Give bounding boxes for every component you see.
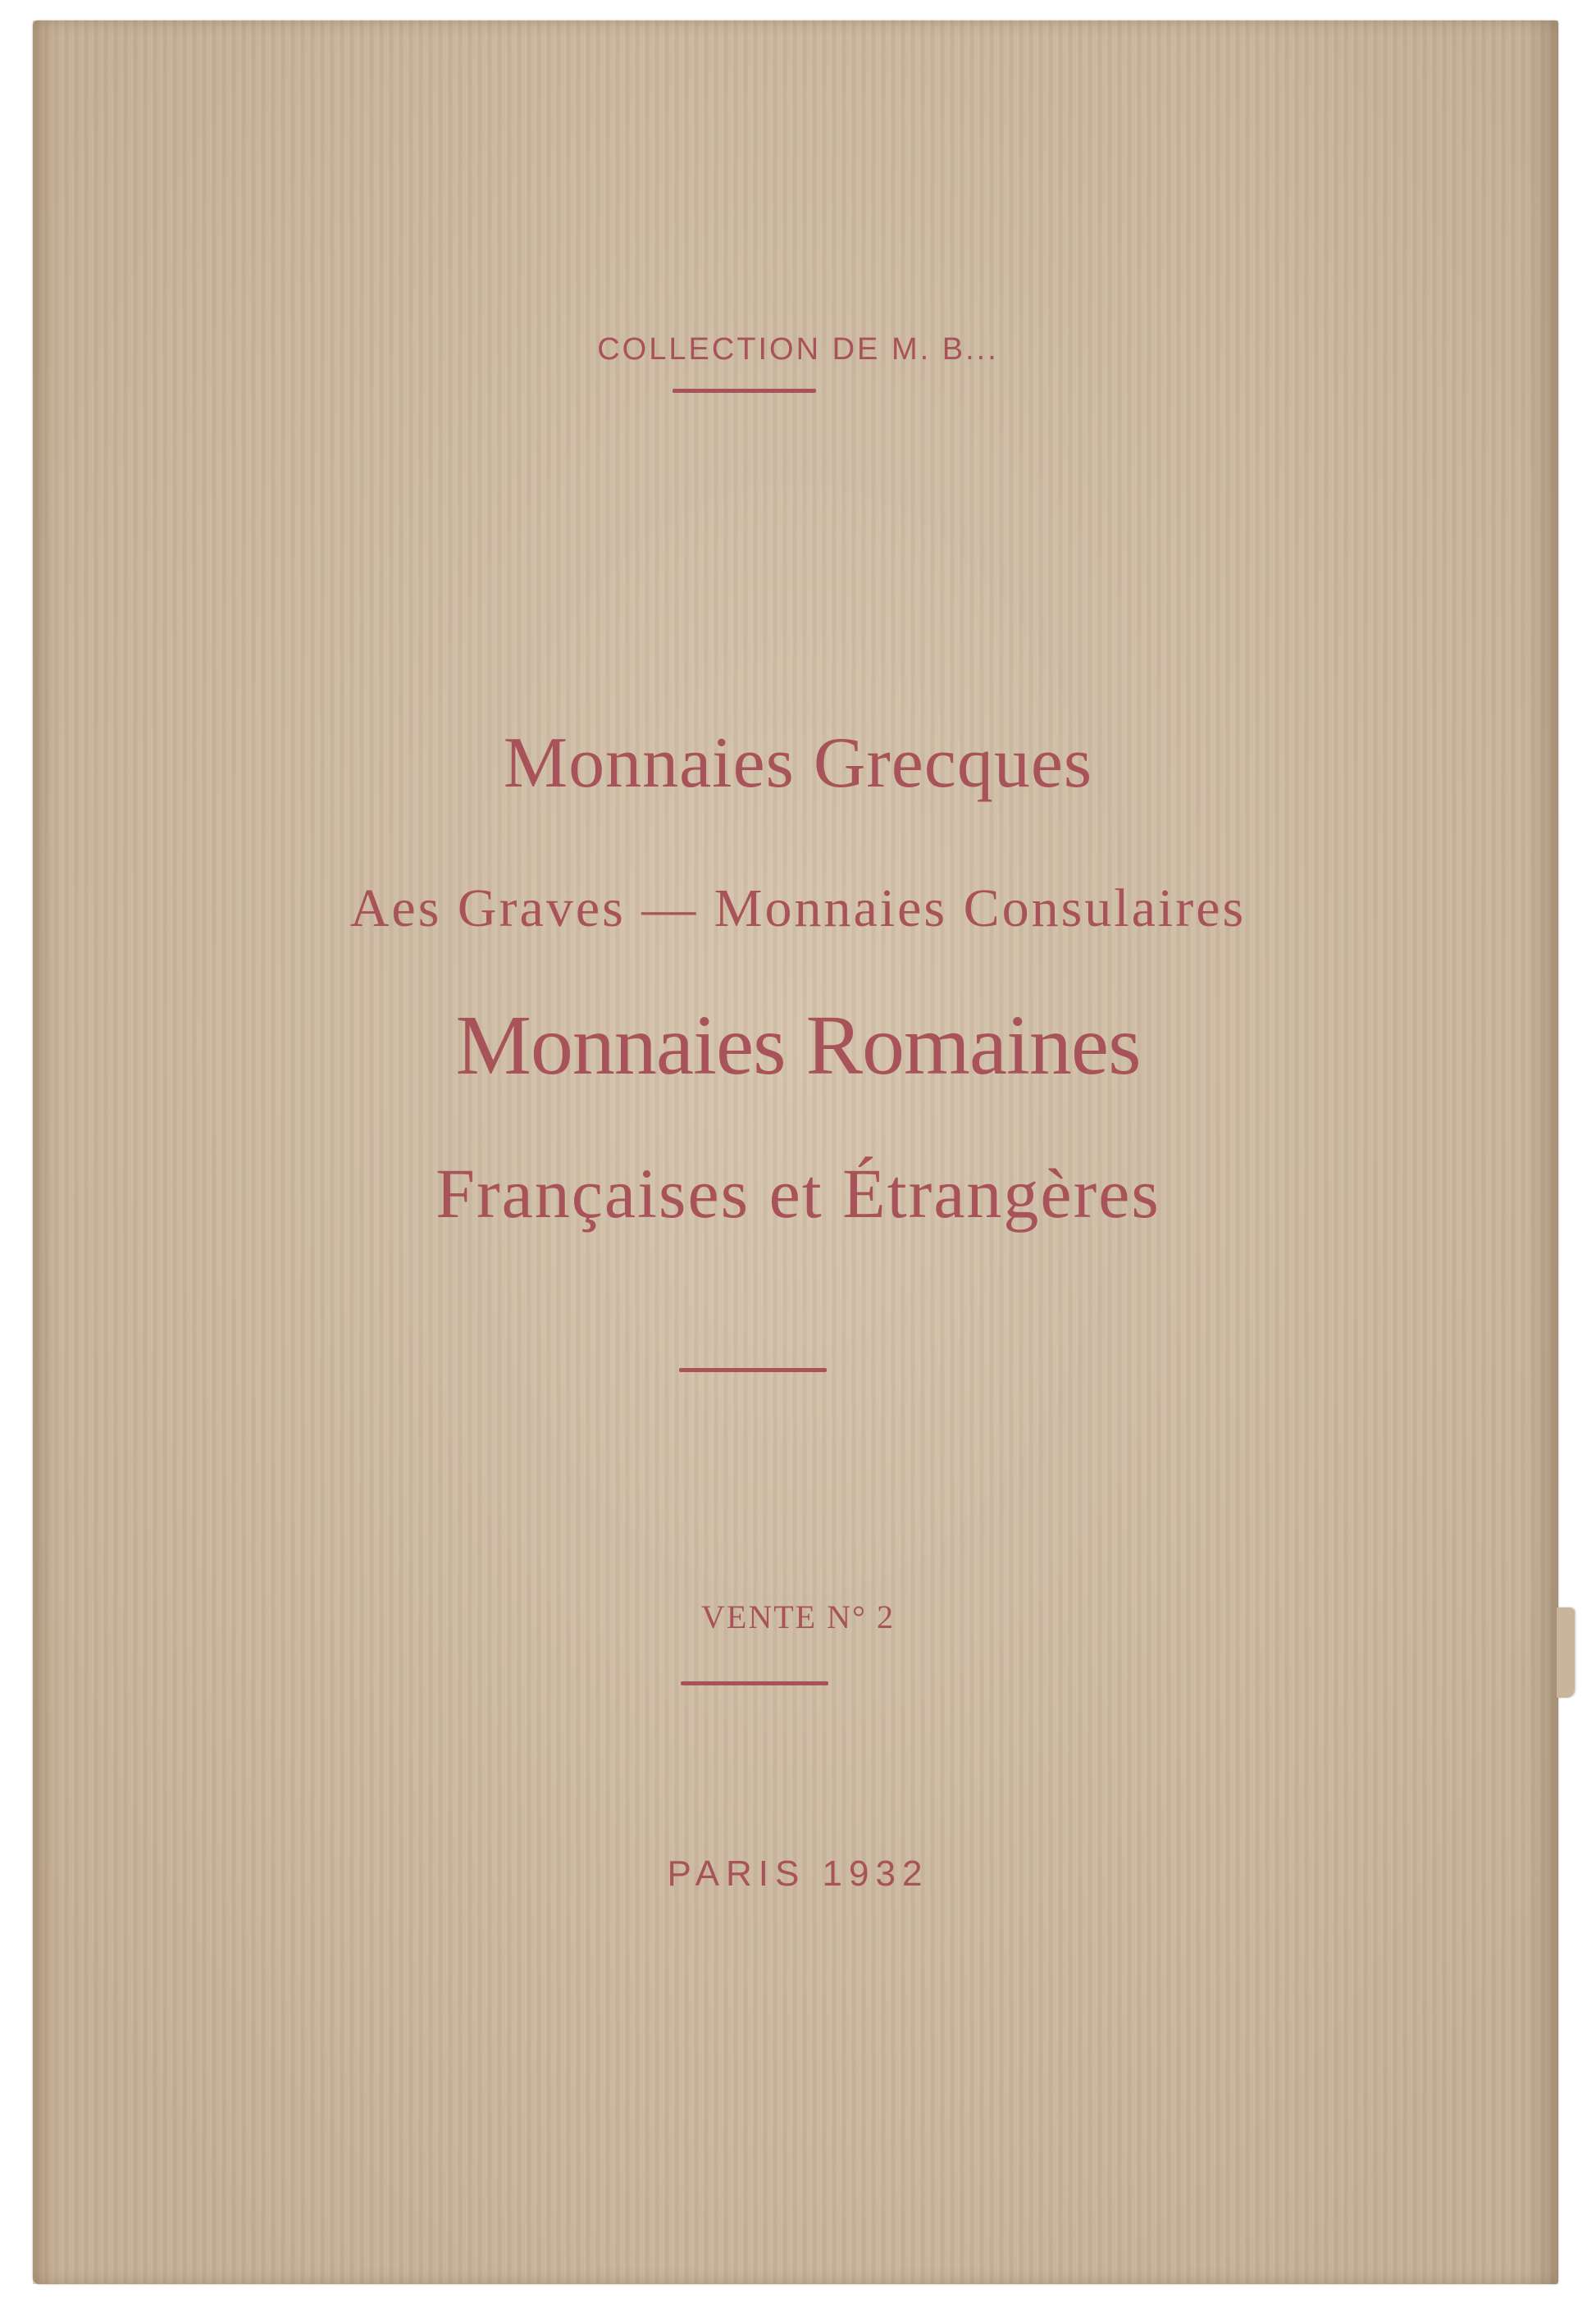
divider-rule bbox=[679, 1368, 827, 1372]
title-roman-coins: Monnaies Romaines bbox=[455, 998, 1141, 1092]
collection-heading: COLLECTION DE M. B... bbox=[597, 332, 999, 367]
title-greek-coins: Monnaies Grecques bbox=[503, 723, 1093, 803]
divider-rule bbox=[673, 389, 816, 393]
sale-number: VENTE N° 2 bbox=[701, 1598, 895, 1635]
subtitle-aes-graves: Aes Graves — Monnaies Consulaires bbox=[349, 878, 1247, 938]
place-and-year: PARIS 1932 bbox=[667, 1854, 929, 1894]
divider-rule bbox=[681, 1681, 828, 1685]
title-french-foreign: Françaises et Étrangères bbox=[435, 1154, 1161, 1233]
